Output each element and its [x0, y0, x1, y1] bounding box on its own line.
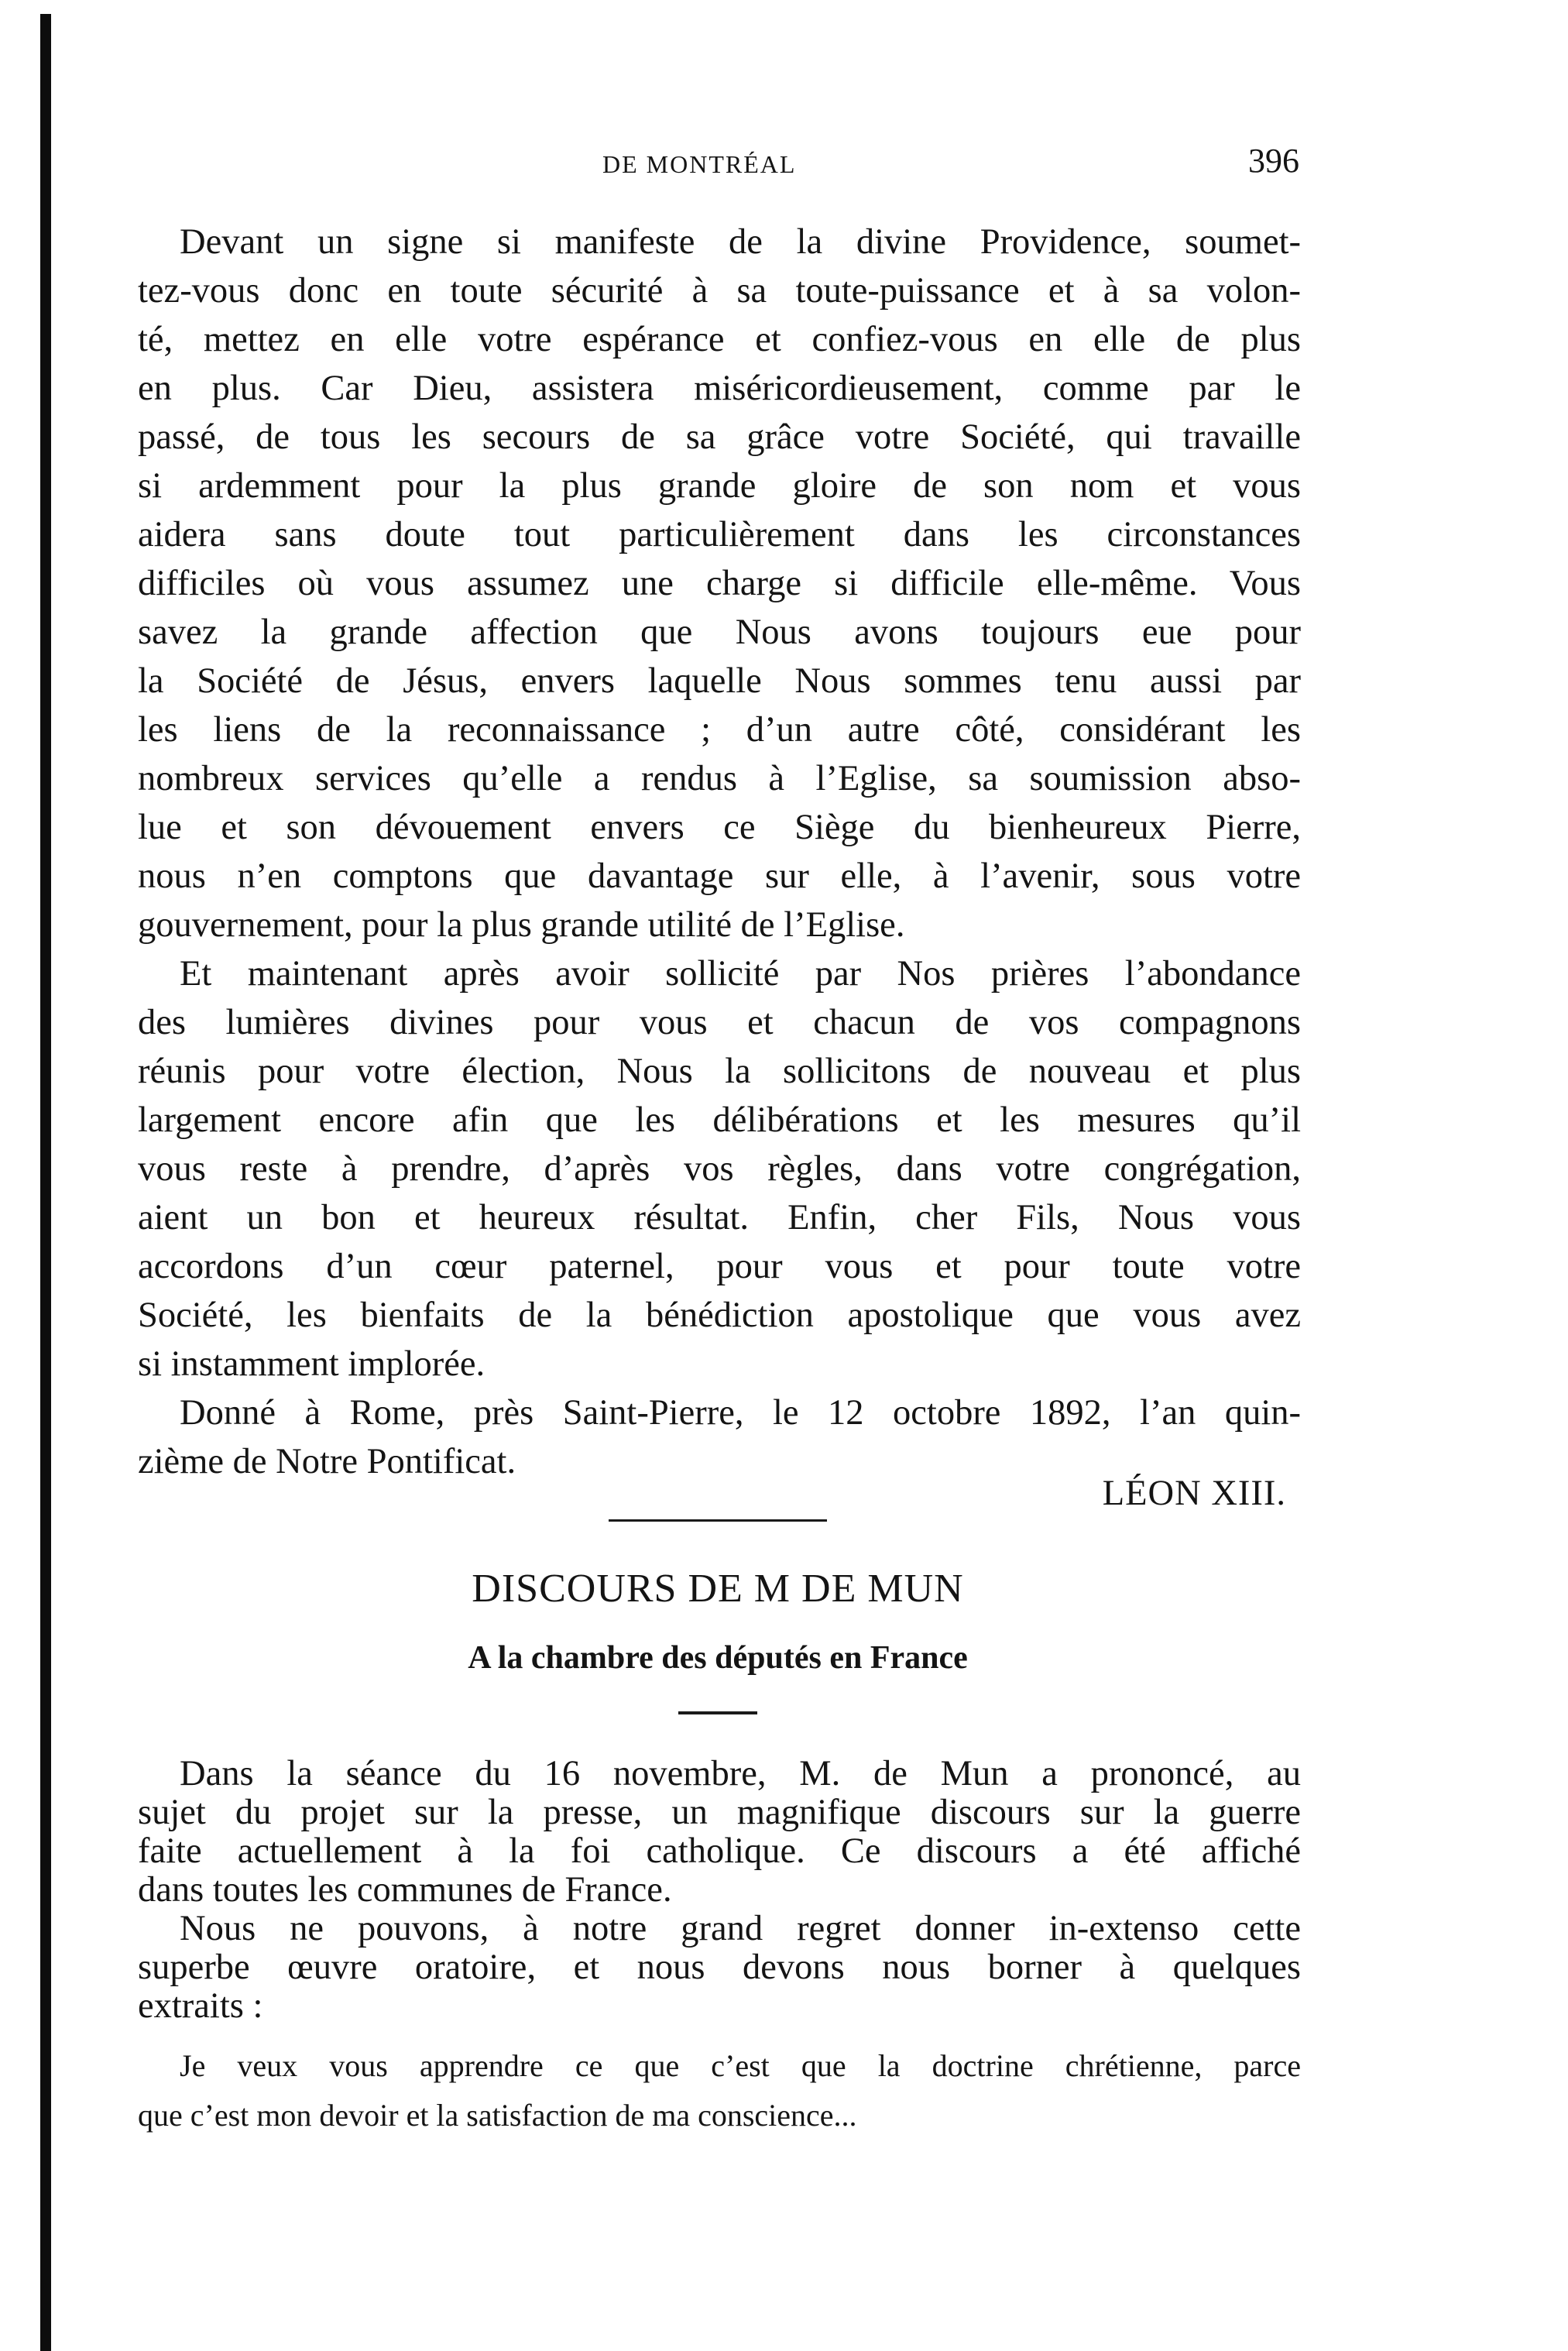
text-line: en plus. Car Dieu, assistera miséricordieusement, comme par le [138, 369, 1301, 408]
text-line: les liens de la reconnaissance ; d’un autre côté, considérant les [138, 710, 1301, 750]
text-line: accordons d’un cœur paternel, pour vous et pour toute votre [138, 1247, 1301, 1286]
section-divider [609, 1519, 827, 1522]
subtitle-divider [678, 1711, 757, 1714]
text-line: si instamment implorée. [138, 1344, 485, 1384]
text-line: aidera sans doute tout particulièrement dans les circonstances [138, 515, 1301, 554]
text-line: dans toutes les communes de France. [138, 1870, 672, 1910]
running-title: DE MONTRÉAL [602, 150, 797, 178]
text-line: des lumières divines pour vous et chacun de vos compagnons [138, 1003, 1301, 1042]
text-line: Société, les bienfaits de la bénédiction apostolique que vous avez [138, 1296, 1301, 1335]
text-line: tez-vous donc en toute sécurité à sa toute-puissance et à sa volon- [138, 271, 1301, 311]
text-line: nous n’en comptons que davantage sur elle, à l’avenir, sous votre [138, 856, 1301, 896]
text-line: Nous ne pouvons, à notre grand regret donner in-extenso cette [180, 1909, 1301, 1948]
page-binding-edge [40, 14, 51, 2351]
text-line: extraits : [138, 1986, 263, 2026]
page-number: 396 [1248, 142, 1299, 180]
text-line: vous reste à prendre, d’après vos règles, dans votre congrégation, [138, 1149, 1301, 1189]
signature: LÉON XIII. [1102, 1474, 1286, 1513]
text-line: difficiles où vous assumez une charge si difficile elle-même. Vous [138, 564, 1301, 603]
text-line: si ardemment pour la plus grande gloire de son nom et vous [138, 466, 1301, 506]
text-line: gouvernement, pour la plus grande utilité de l’Eglise. [138, 905, 905, 945]
text-line: faite actuellement à la foi catholique. Ce discours a été affiché [138, 1831, 1301, 1871]
text-line: passé, de tous les secours de sa grâce votre Société, qui travaille [138, 417, 1301, 457]
text-line: réunis pour votre élection, Nous la sollicitons de nouveau et plus [138, 1052, 1301, 1091]
section-title: DISCOURS DE M DE MUN [472, 1567, 964, 1611]
text-line: nombreux services qu’elle a rendus à l’Eglise, sa soumission abso- [138, 759, 1301, 798]
text-line: Et maintenant après avoir sollicité par Nos prières l’abondance [180, 954, 1301, 994]
text-line: Devant un signe si manifeste de la divine Providence, soumet- [180, 222, 1301, 262]
text-line: sujet du projet sur la presse, un magnifique discours sur la guerre [138, 1793, 1301, 1832]
text-line: savez la grande affection que Nous avons toujours eue pour [138, 613, 1301, 652]
text-line: lue et son dévouement envers ce Siège du bienheureux Pierre, [138, 808, 1301, 847]
text-line: aient un bon et heureux résultat. Enfin, cher Fils, Nous vous [138, 1198, 1301, 1237]
text-line: la Société de Jésus, envers laquelle Nous sommes tenu aussi par [138, 661, 1301, 701]
text-line: zième de Notre Pontificat. [138, 1442, 516, 1481]
text-line: té, mettez en elle votre espérance et confiez-vous en elle de plus [138, 320, 1301, 359]
text-line: Dans la séance du 16 novembre, M. de Mun a prononcé, au [180, 1754, 1301, 1793]
text-line: largement encore afin que les délibérations et les mesures qu’il [138, 1100, 1301, 1140]
quote-line: Je veux vous apprendre ce que c’est que la doctrine chrétienne, parce [180, 2048, 1301, 2083]
quote-line: que c’est mon devoir et la satisfaction de ma conscience... [138, 2098, 857, 2133]
text-line: superbe œuvre oratoire, et nous devons nous borner à quelques [138, 1948, 1301, 1987]
section-subtitle: A la chambre des députés en France [468, 1640, 968, 1676]
text-line: Donné à Rome, près Saint-Pierre, le 12 octobre 1892, l’an quin- [180, 1393, 1301, 1433]
